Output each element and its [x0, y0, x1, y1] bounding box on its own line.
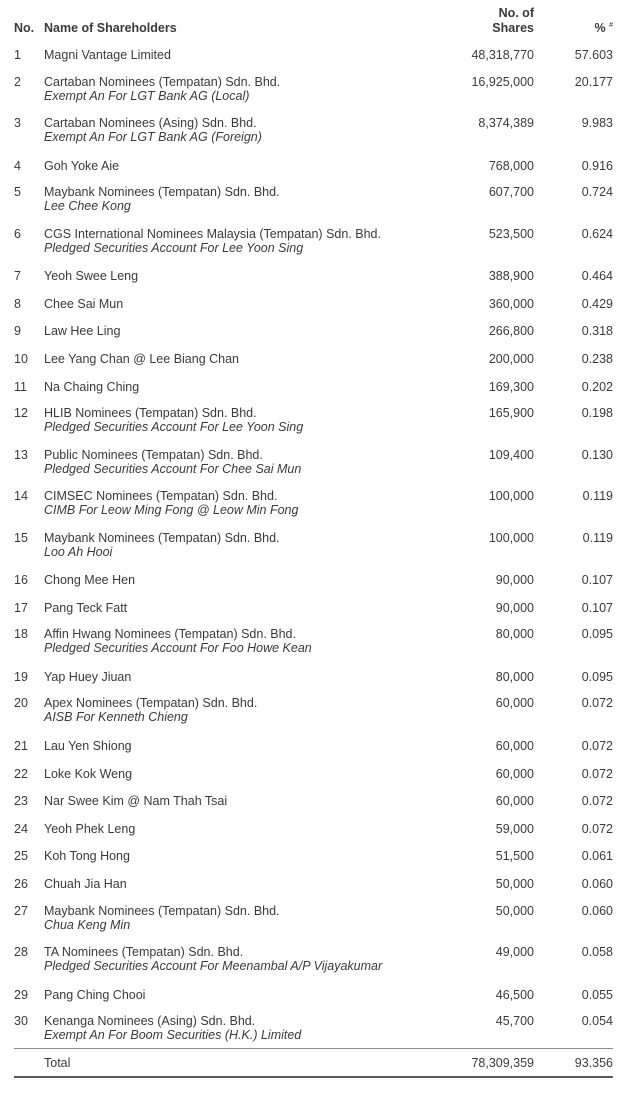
table-row — [14, 289, 613, 317]
shareholder-cell — [44, 40, 443, 68]
table-row — [14, 261, 613, 289]
table-row — [14, 869, 613, 897]
row-number: 3 — [14, 116, 21, 131]
shareholder-cell — [44, 399, 443, 441]
shareholder-cell — [44, 372, 443, 400]
table-row — [14, 938, 613, 980]
total-shares: 78,309,359 — [443, 1049, 534, 1077]
table-row — [14, 344, 613, 372]
shareholder-cell — [44, 565, 443, 593]
table-row — [14, 759, 613, 787]
shares-value: 16,925,000 — [471, 74, 534, 89]
table-row — [14, 399, 613, 441]
row-number: 5 — [14, 185, 21, 200]
percent-value: 0.318 — [581, 324, 613, 339]
table-row — [14, 786, 613, 814]
shares-value: 45,700 — [495, 1014, 534, 1029]
shareholder-name: Pang Teck Fatt — [44, 600, 128, 615]
shares-value: 607,700 — [488, 185, 534, 200]
percent-value: 0.107 — [581, 573, 613, 588]
row-number: 11 — [14, 379, 27, 394]
shares-value: 100,000 — [488, 530, 534, 545]
shares-value: 360,000 — [488, 296, 534, 311]
shareholder-name: Maybank Nominees (Tempatan) Sdn. Bhd. — [44, 903, 280, 918]
shareholder-name: Kenanga Nominees (Asing) Sdn. Bhd. — [44, 1014, 256, 1029]
shares-value: 90,000 — [495, 573, 534, 588]
table-row — [14, 316, 613, 344]
total-row — [14, 1049, 613, 1077]
row-number: 29 — [14, 987, 28, 1002]
row-number: 23 — [14, 794, 28, 809]
table-row — [14, 620, 613, 662]
percent-value: 0.060 — [581, 876, 613, 891]
row-number: 22 — [14, 766, 28, 781]
shareholder-cell — [44, 786, 443, 814]
shareholder-name: Chong Mee Hen — [44, 573, 136, 588]
shares-value: 48,318,770 — [471, 48, 534, 62]
shareholder-name: Loke Kok Weng — [44, 766, 133, 781]
shareholder-account-detail: Lee Chee Kong — [44, 199, 131, 214]
percent-value: 0.095 — [581, 669, 613, 684]
shareholder-cell — [44, 869, 443, 897]
shareholder-cell — [44, 841, 443, 869]
shares-value: 523,500 — [488, 226, 534, 241]
table-row — [14, 524, 613, 566]
total-percent: 93.356 — [534, 1049, 613, 1077]
shares-value: 200,000 — [488, 351, 534, 366]
shareholder-account-detail: Pledged Securities Account For Chee Sai Mun — [44, 461, 302, 476]
shareholder-account-detail: CIMB For Leow Ming Fong @ Leow Min Fong — [44, 503, 299, 518]
shareholder-cell — [44, 151, 443, 179]
percent-value: 0.058 — [581, 945, 613, 959]
table-row — [14, 662, 613, 690]
table-row — [14, 220, 613, 262]
shares-value: 60,000 — [495, 766, 534, 781]
shareholder-cell — [44, 759, 443, 787]
shareholder-cell — [44, 593, 443, 621]
shareholder-cell — [44, 620, 443, 662]
shareholder-cell — [44, 689, 443, 731]
shares-value: 388,900 — [488, 269, 534, 284]
shareholders-table — [14, 6, 613, 1078]
row-number: 17 — [14, 600, 28, 615]
shareholder-name: Cartaban Nominees (Asing) Sdn. Bhd. — [44, 116, 257, 131]
percent-value: 0.198 — [581, 406, 613, 421]
percent-value: 0.072 — [581, 794, 613, 809]
shareholder-name: Affin Hwang Nominees (Tempatan) Sdn. Bhd. — [44, 627, 296, 642]
shareholder-account-detail: Exempt An For LGT Bank AG (Foreign) — [44, 130, 262, 145]
row-number: 19 — [14, 669, 28, 684]
shares-value: 8,374,389 — [478, 116, 534, 131]
shareholder-name: Goh Yoke Aie — [44, 158, 120, 173]
shareholder-name: CIMSEC Nominees (Tempatan) Sdn. Bhd. — [44, 489, 278, 504]
shareholder-cell — [44, 261, 443, 289]
shareholder-cell — [44, 344, 443, 372]
row-number: 15 — [14, 530, 28, 545]
row-number: 8 — [14, 296, 21, 311]
percent-value: 0.119 — [582, 489, 613, 504]
shares-value: 59,000 — [495, 821, 534, 836]
shares-value: 90,000 — [495, 600, 534, 615]
shares-value: 46,500 — [495, 987, 534, 1002]
shareholder-account-detail: Loo Ah Hooi — [44, 544, 113, 559]
table-row — [14, 980, 613, 1008]
shareholder-cell — [44, 316, 443, 344]
table-row — [14, 482, 613, 524]
shareholder-cell — [44, 524, 443, 566]
table-row — [14, 841, 613, 869]
shareholder-cell — [44, 220, 443, 262]
percent-value: 0.464 — [581, 269, 613, 284]
percent-value: 0.061 — [581, 849, 613, 864]
shares-value: 60,000 — [495, 738, 534, 753]
table-row — [14, 565, 613, 593]
shares-value: 60,000 — [495, 794, 534, 809]
shareholder-cell — [44, 731, 443, 759]
table-row — [14, 178, 613, 220]
row-number: 1 — [14, 48, 21, 62]
row-number: 7 — [14, 269, 21, 284]
shareholder-name: Pang Ching Chooi — [44, 987, 146, 1002]
table-row — [14, 1007, 613, 1049]
shareholder-cell — [44, 662, 443, 690]
table-body — [14, 40, 613, 1049]
shares-value: 80,000 — [495, 627, 534, 642]
header-percent-symbol: % — [594, 21, 606, 35]
shareholder-account-detail: Pledged Securities Account For Meenambal A/P Vijayakumar — [44, 959, 383, 973]
shareholder-name: Public Nominees (Tempatan) Sdn. Bhd. — [44, 447, 263, 462]
percent-value: 0.107 — [581, 600, 613, 615]
shareholder-cell — [44, 289, 443, 317]
shareholder-cell — [44, 938, 443, 980]
shareholder-name: Magni Vantage Limited — [44, 48, 171, 62]
percent-value: 0.202 — [581, 379, 613, 394]
percent-value: 0.060 — [581, 903, 613, 918]
row-number: 2 — [14, 74, 21, 89]
percent-value: 0.072 — [581, 821, 613, 836]
row-number: 30 — [14, 1014, 28, 1029]
row-number: 9 — [14, 324, 21, 339]
table-row — [14, 814, 613, 842]
percent-value: 20.177 — [574, 74, 613, 89]
shareholder-account-detail: AISB For Kenneth Chieng — [44, 710, 188, 725]
header-shares-line1: No. of — [498, 6, 534, 20]
shareholder-cell — [44, 68, 443, 110]
header-no: No. — [14, 21, 35, 35]
shareholder-name: Lee Yang Chan @ Lee Biang Chan — [44, 351, 240, 366]
shareholder-name: Koh Tong Hong — [44, 849, 130, 864]
header-name: Name of Shareholders — [44, 21, 177, 35]
percent-value: 0.072 — [581, 696, 613, 711]
percent-value: 0.055 — [581, 987, 613, 1002]
shareholder-cell — [44, 482, 443, 524]
shareholder-cell — [44, 980, 443, 1008]
shareholder-account-detail: Exempt An For LGT Bank AG (Local) — [44, 88, 250, 103]
shareholder-name: Maybank Nominees (Tempatan) Sdn. Bhd. — [44, 185, 280, 200]
percent-value: 0.238 — [581, 351, 613, 366]
percent-value: 0.724 — [581, 185, 613, 200]
shareholder-name: HLIB Nominees (Tempatan) Sdn. Bhd. — [44, 406, 257, 421]
shareholder-name: Yeoh Swee Leng — [44, 269, 139, 284]
table-row — [14, 372, 613, 400]
percent-value: 0.072 — [581, 766, 613, 781]
shares-value: 50,000 — [495, 903, 534, 918]
shareholder-cell — [44, 897, 443, 939]
percent-value: 9.983 — [581, 116, 613, 131]
total-no-cell — [14, 1049, 44, 1077]
shareholder-name: Nar Swee Kim @ Nam Thah Tsai — [44, 794, 228, 809]
row-number: 13 — [14, 447, 28, 462]
header-percent — [534, 6, 613, 40]
shareholder-name: Chuah Jia Han — [44, 876, 127, 891]
row-number: 25 — [14, 849, 28, 864]
shares-value: 768,000 — [488, 158, 534, 173]
shareholder-cell — [44, 109, 443, 151]
shareholder-name: Cartaban Nominees (Tempatan) Sdn. Bhd. — [44, 74, 281, 89]
row-number: 14 — [14, 489, 28, 504]
percent-value: 0.095 — [581, 627, 613, 642]
row-number: 27 — [14, 903, 28, 918]
shareholder-cell — [44, 441, 443, 483]
percent-value: 0.429 — [581, 296, 613, 311]
row-number: 26 — [14, 876, 28, 891]
row-number: 18 — [14, 627, 28, 642]
row-number: 16 — [14, 573, 28, 588]
shareholder-name: Lau Yen Shiong — [44, 738, 132, 753]
shares-value: 266,800 — [488, 324, 534, 339]
shares-value: 80,000 — [495, 669, 534, 684]
table-row — [14, 441, 613, 483]
row-number: 24 — [14, 821, 28, 836]
percent-value: 0.119 — [582, 530, 613, 545]
shares-value: 165,900 — [488, 406, 534, 421]
shares-value: 49,000 — [495, 945, 534, 959]
shareholder-account-detail: Pledged Securities Account For Lee Yoon Sing — [44, 420, 304, 435]
row-number: 4 — [14, 158, 21, 173]
shareholder-name: TA Nominees (Tempatan) Sdn. Bhd. — [44, 945, 244, 959]
shareholder-cell — [44, 178, 443, 220]
shares-value: 169,300 — [488, 379, 534, 394]
row-number: 28 — [14, 945, 28, 959]
percent-value: 0.072 — [581, 738, 613, 753]
shares-value: 60,000 — [495, 696, 534, 711]
shareholder-name: CGS International Nominees Malaysia (Tempatan) Sdn. Bhd. — [44, 226, 381, 241]
shareholder-account-detail: Exempt An For Boom Securities (H.K.) Limited — [44, 1028, 302, 1043]
shares-value: 51,500 — [495, 849, 534, 864]
shareholder-name: Law Hee Ling — [44, 324, 121, 339]
table-row — [14, 151, 613, 179]
total-label: Total — [44, 1049, 443, 1077]
percent-value: 0.916 — [581, 158, 613, 173]
shareholder-name: Na Chaing Ching — [44, 379, 140, 394]
row-number: 20 — [14, 696, 28, 711]
row-number: 6 — [14, 226, 21, 241]
table-row — [14, 109, 613, 151]
header-shares-line2: Shares — [492, 21, 534, 35]
row-number: 12 — [14, 406, 28, 421]
table-row — [14, 689, 613, 731]
table-row — [14, 593, 613, 621]
percent-value: 0.130 — [581, 447, 613, 462]
shares-value: 50,000 — [495, 876, 534, 891]
row-number: 21 — [14, 738, 28, 753]
percent-value: 0.624 — [581, 226, 613, 241]
table-row — [14, 68, 613, 110]
table-row — [14, 731, 613, 759]
shares-value: 109,400 — [488, 447, 534, 462]
shareholder-cell — [44, 814, 443, 842]
shareholder-account-detail: Pledged Securities Account For Lee Yoon Sing — [44, 240, 304, 255]
shareholder-name: Yeoh Phek Leng — [44, 821, 136, 836]
shareholder-name: Maybank Nominees (Tempatan) Sdn. Bhd. — [44, 530, 280, 545]
header-shares — [443, 6, 534, 40]
table-header-row — [14, 6, 613, 40]
percent-value: 57.603 — [574, 48, 613, 62]
row-number: 10 — [14, 351, 28, 366]
header-percent-mark: # — [609, 21, 613, 29]
shareholder-cell — [44, 1007, 443, 1049]
shareholder-name: Apex Nominees (Tempatan) Sdn. Bhd. — [44, 696, 258, 711]
shareholder-account-detail: Pledged Securities Account For Foo Howe Kean — [44, 641, 312, 656]
shareholder-account-detail: Chua Keng Min — [44, 917, 131, 932]
shares-value: 100,000 — [488, 489, 534, 504]
table-row — [14, 40, 613, 68]
shareholder-name: Yap Huey Jiuan — [44, 669, 132, 684]
table-row — [14, 897, 613, 939]
percent-value: 0.054 — [581, 1014, 613, 1029]
shareholder-name: Chee Sai Mun — [44, 296, 124, 311]
